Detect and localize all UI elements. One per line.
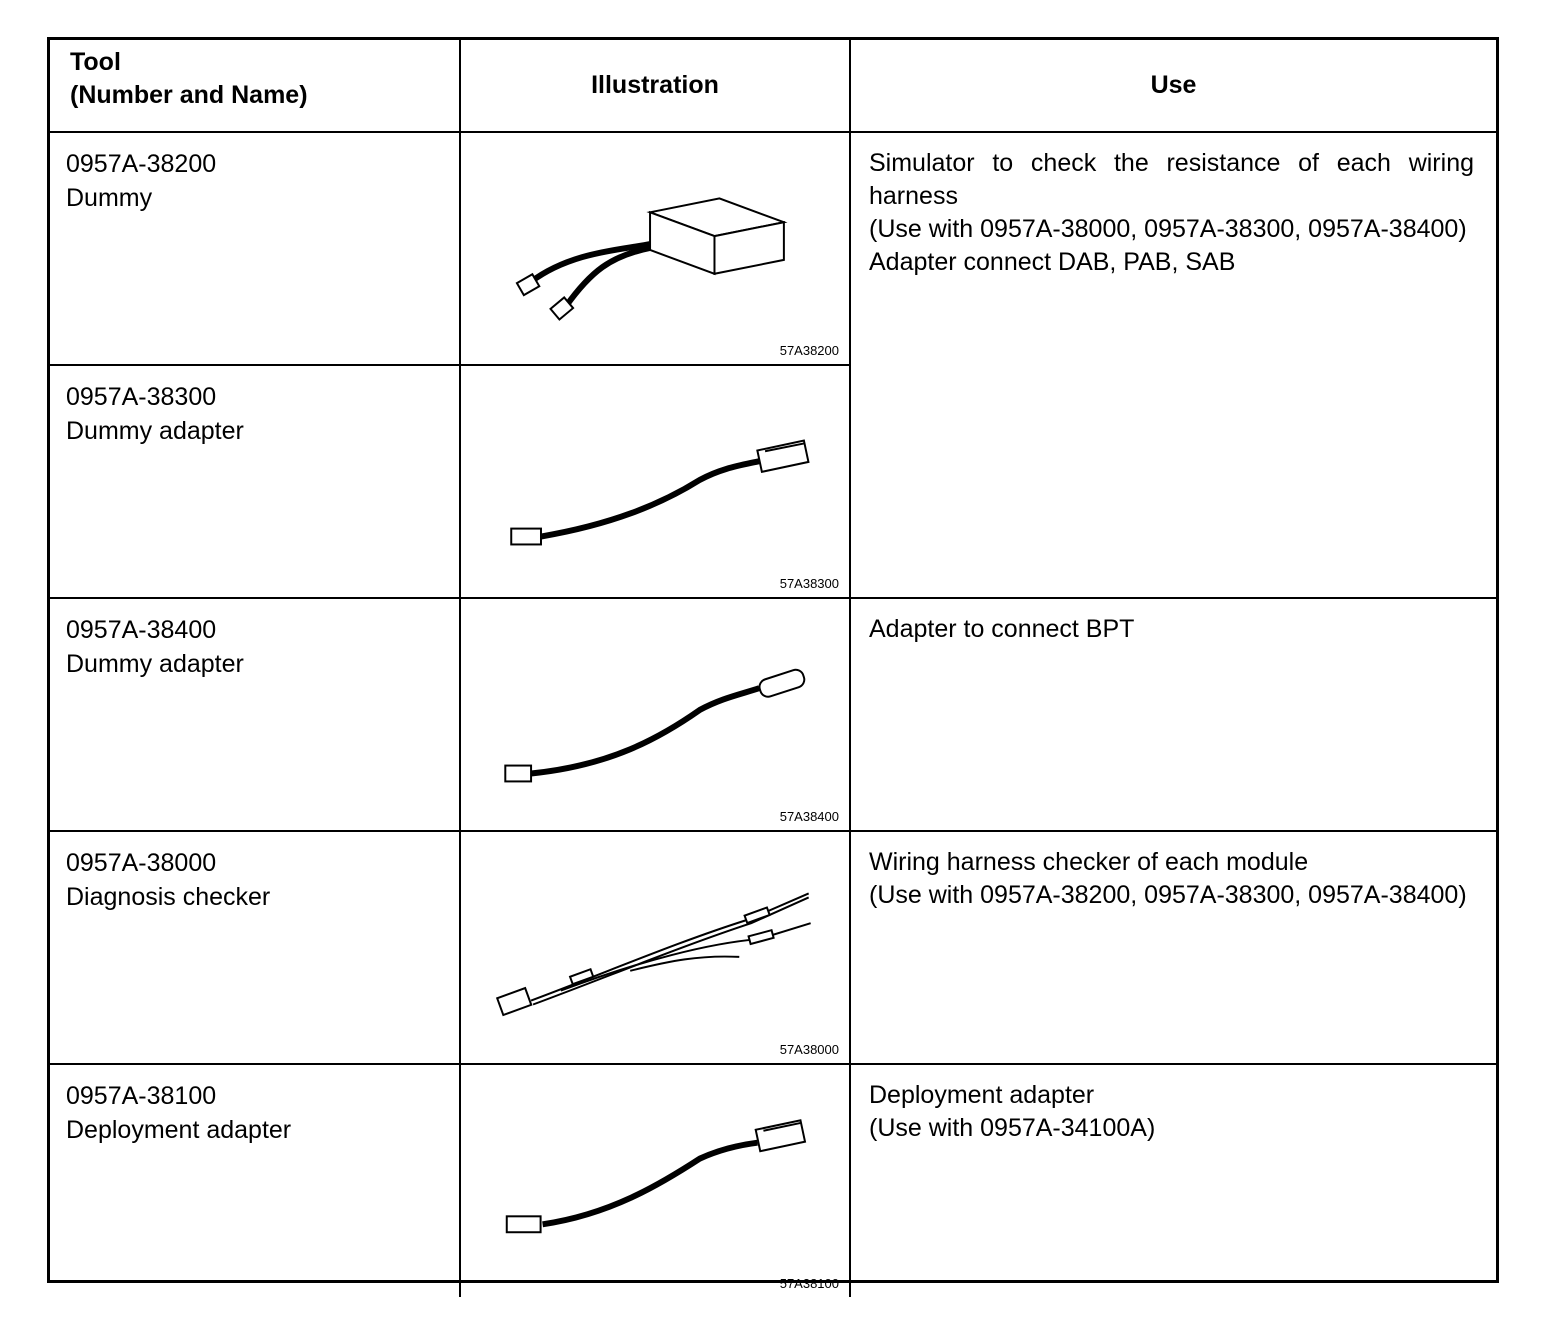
dummy-adapter-cable-icon xyxy=(461,366,849,597)
bpt-adapter-cable-icon xyxy=(461,599,849,830)
illustration-code: 57A38100 xyxy=(779,1276,839,1291)
tool-number: 0957A-38300 xyxy=(66,383,217,411)
tool-cell xyxy=(50,598,460,831)
use-text: (Use with 0957A-38200, 0957A-38300, 0957A-38400) xyxy=(869,881,1467,909)
special-tools-table xyxy=(50,40,1496,1297)
header-illustration: Illustration xyxy=(460,40,850,132)
table-row xyxy=(50,132,1496,365)
use-text: Simulator to check the resistance of each wiring harness xyxy=(869,149,1474,210)
illustration-code: 57A38400 xyxy=(779,809,839,824)
diagnosis-checker-cable-icon xyxy=(461,832,849,1063)
use-text: (Use with 0957A-34100A) xyxy=(869,1114,1156,1142)
tool-name: Dummy adapter xyxy=(66,417,244,445)
use-text: Wiring harness checker of each module xyxy=(869,848,1309,876)
table-row xyxy=(50,831,1496,1064)
tool-cell xyxy=(50,1064,460,1297)
use-cell-bpt xyxy=(850,598,1496,831)
table-header-row xyxy=(50,40,1496,132)
use-text: Adapter connect DAB, PAB, SAB xyxy=(869,248,1236,276)
use-text: Adapter to connect BPT xyxy=(869,615,1135,643)
deployment-adapter-cable-icon xyxy=(461,1065,849,1297)
tool-name: Diagnosis checker xyxy=(66,883,271,911)
illustration-cell xyxy=(460,1064,850,1297)
illustration-cell xyxy=(460,831,850,1064)
tool-number: 0957A-38100 xyxy=(66,1082,217,1110)
tool-number: 0957A-38400 xyxy=(66,616,217,644)
table-row xyxy=(50,598,1496,831)
use-text: Deployment adapter xyxy=(869,1081,1095,1109)
illustration-cell xyxy=(460,365,850,598)
header-tool-line2: (Number and Name) xyxy=(70,81,308,109)
dummy-box-icon xyxy=(461,133,849,364)
tool-name: Dummy xyxy=(66,184,153,212)
tool-cell xyxy=(50,831,460,1064)
tool-name: Deployment adapter xyxy=(66,1116,292,1144)
illustration-cell xyxy=(460,132,850,365)
header-use: Use xyxy=(850,40,1496,132)
table-row xyxy=(50,1064,1496,1297)
use-cell-dummy-group xyxy=(850,132,1496,598)
illustration-code: 57A38200 xyxy=(779,343,839,358)
tool-number: 0957A-38000 xyxy=(66,849,217,877)
header-tool xyxy=(50,40,460,132)
illustration-cell xyxy=(460,598,850,831)
tool-name: Dummy adapter xyxy=(66,650,244,678)
tool-number: 0957A-38200 xyxy=(66,150,217,178)
illustration-code: 57A38000 xyxy=(779,1042,839,1057)
use-cell-deployment xyxy=(850,1064,1496,1297)
tool-cell xyxy=(50,365,460,598)
use-cell-checker xyxy=(850,831,1496,1064)
special-tools-table-sheet xyxy=(47,37,1499,1291)
use-text: (Use with 0957A-38000, 0957A-38300, 0957A-38400) xyxy=(869,215,1467,243)
tool-cell xyxy=(50,132,460,365)
illustration-code: 57A38300 xyxy=(779,576,839,591)
header-tool-line1: Tool xyxy=(70,48,121,76)
